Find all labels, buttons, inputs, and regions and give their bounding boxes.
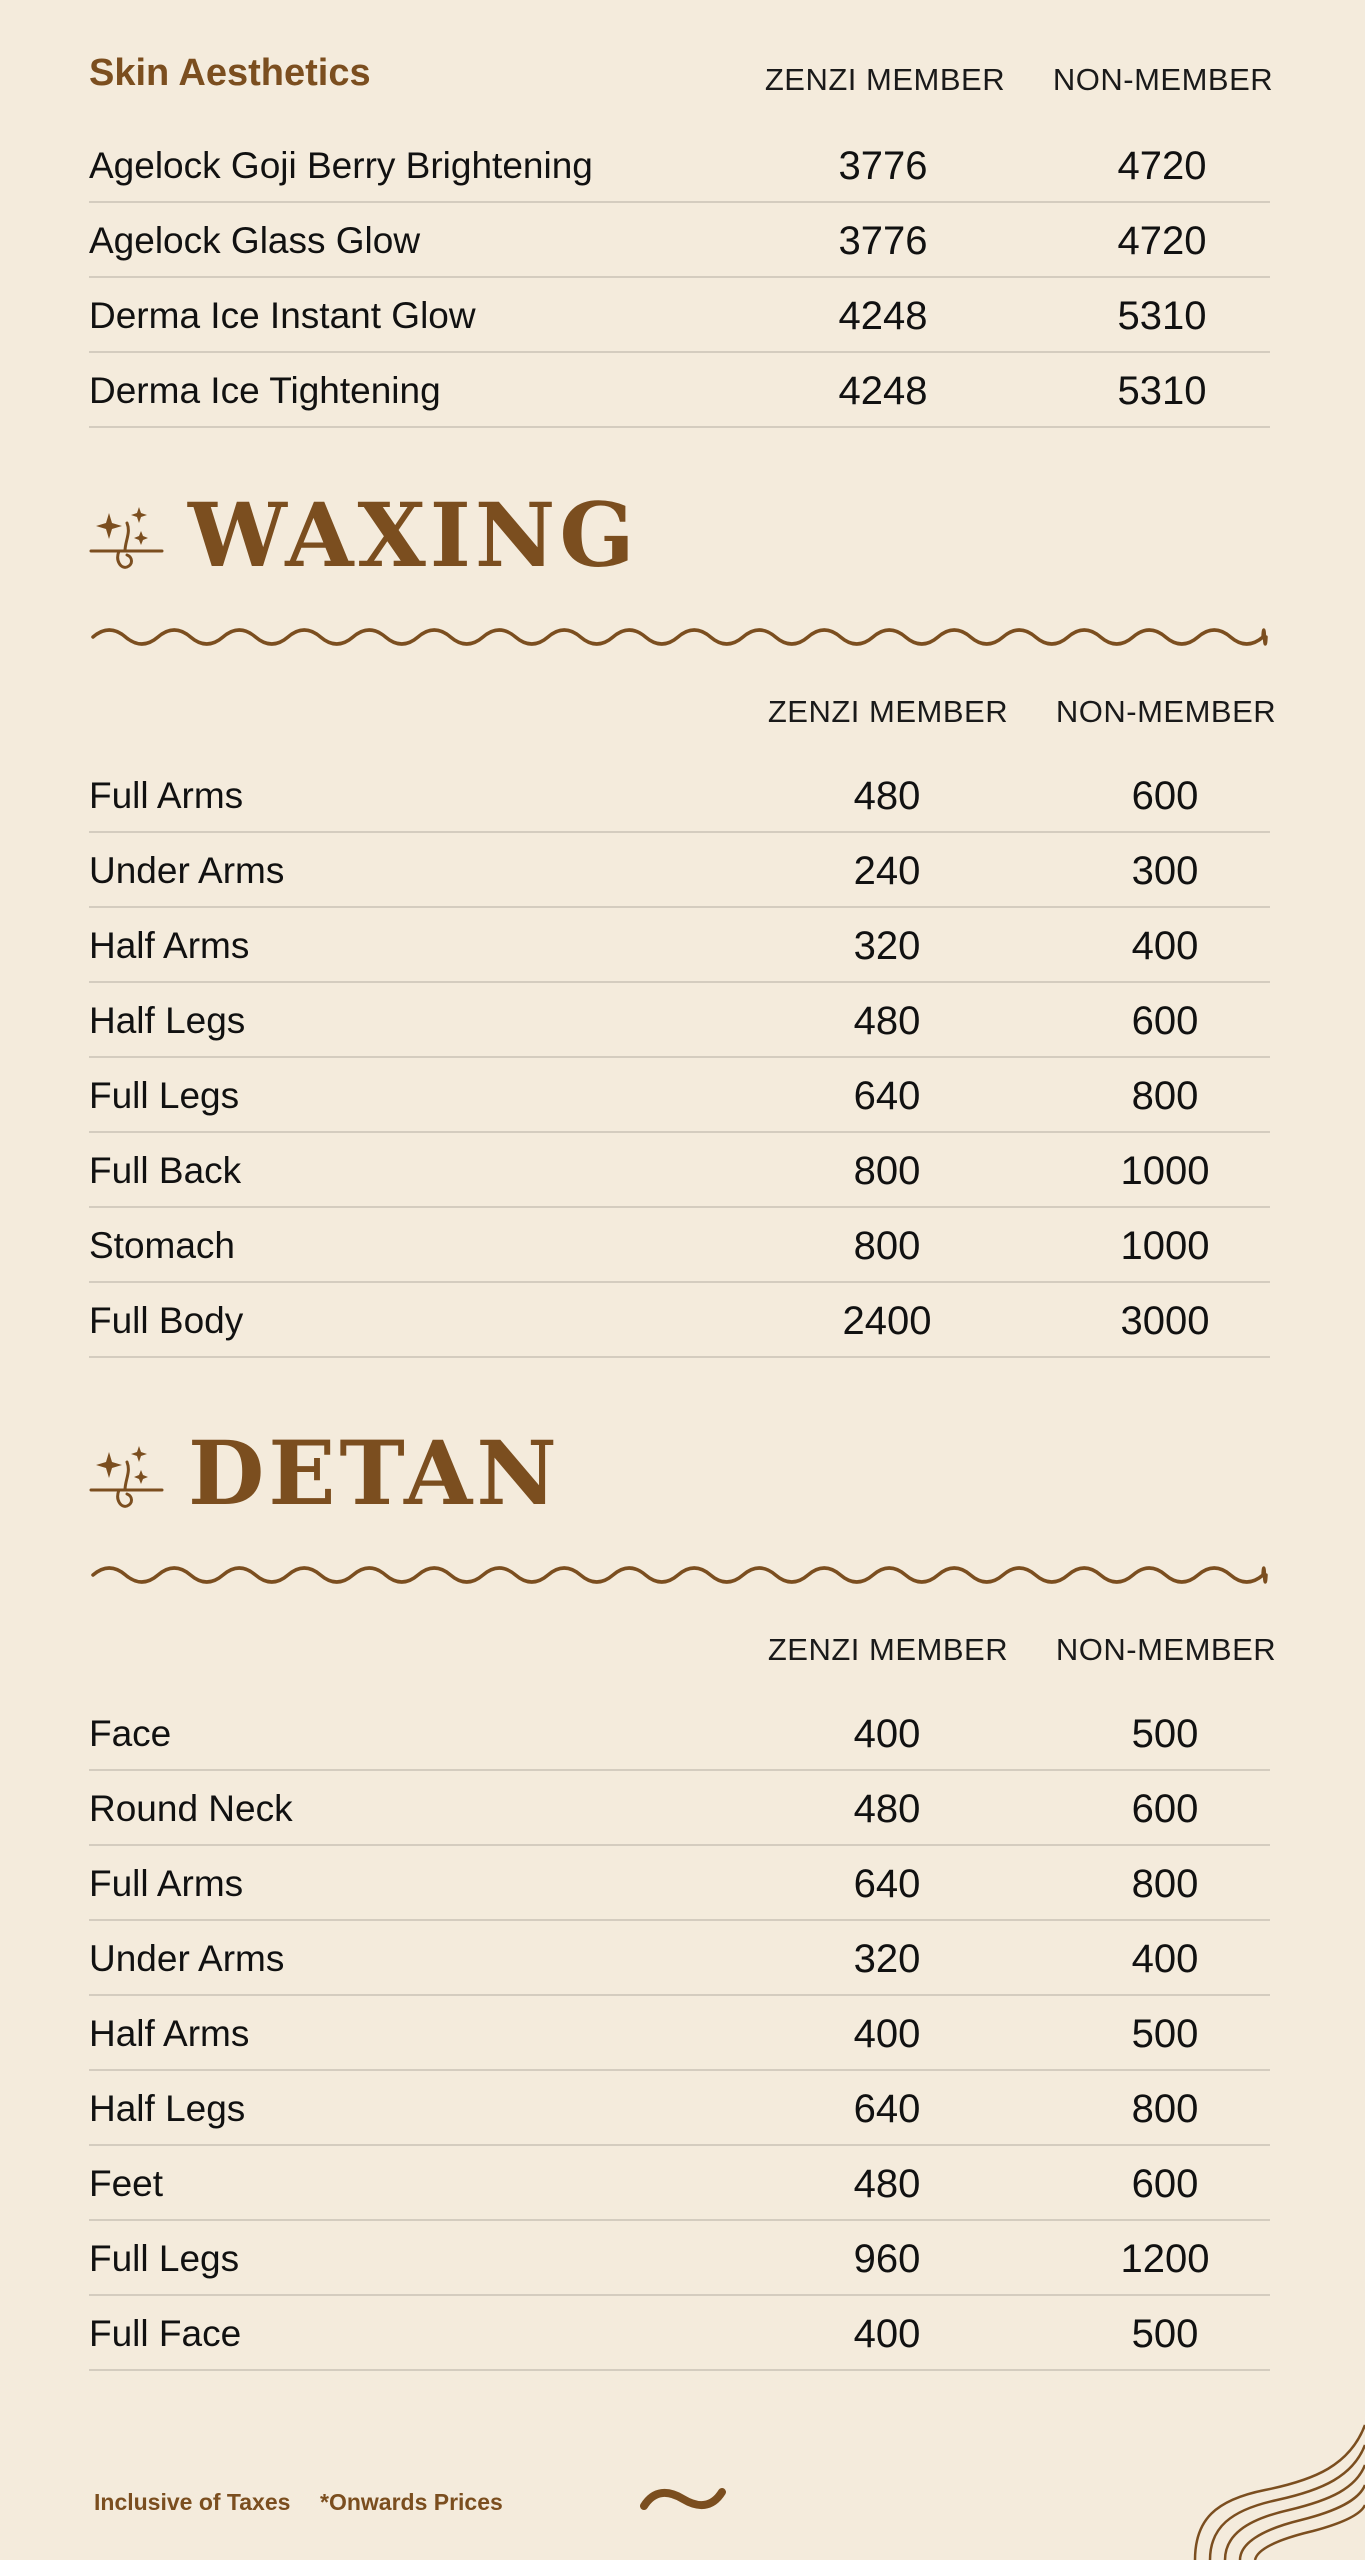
service-name: Face <box>89 1713 172 1754</box>
non-member-price: 600 <box>1131 999 1199 1043</box>
non-member-price: 600 <box>1131 2162 1199 2206</box>
non-member-price: 1000 <box>1120 1224 1210 1268</box>
service-name: Full Arms <box>89 1863 244 1904</box>
member-price: 400 <box>853 1712 921 1756</box>
table-row <box>89 981 1270 1058</box>
service-name: Agelock Glass Glow <box>89 220 421 261</box>
table-row <box>89 1844 1270 1921</box>
hair-sparkle-icon <box>89 505 164 575</box>
detan-wave-divider <box>89 1555 1270 1595</box>
service-name: Full Face <box>89 2313 242 2354</box>
service-name: Agelock Goji Berry Brightening <box>89 145 593 186</box>
member-price: 960 <box>853 2237 921 2281</box>
non-member-price: 3000 <box>1120 1299 1210 1343</box>
non-member-price: 4720 <box>1117 219 1207 263</box>
service-name: Stomach <box>89 1225 236 1266</box>
non-member-price: 600 <box>1131 774 1199 818</box>
table-row <box>89 1281 1270 1358</box>
table-row <box>89 1056 1270 1133</box>
non-member-price: 800 <box>1131 2087 1199 2131</box>
table-row <box>89 756 1270 833</box>
detan-col-member: ZENZI MEMBER <box>767 1632 1009 1667</box>
waxing-col-member: ZENZI MEMBER <box>767 694 1009 729</box>
service-name: Full Arms <box>89 775 244 816</box>
table-row <box>89 2144 1270 2221</box>
service-name: Full Body <box>89 1300 244 1341</box>
service-name: Half Arms <box>89 2013 250 2054</box>
member-price: 480 <box>853 1787 921 1831</box>
skin-aesthetics-title: Skin Aesthetics <box>89 52 371 94</box>
corner-wave-lines <box>1185 2410 1365 2560</box>
table-row <box>89 2069 1270 2146</box>
table-row <box>89 276 1270 353</box>
table-row <box>89 1206 1270 1283</box>
non-member-price: 400 <box>1131 924 1199 968</box>
non-member-price: 500 <box>1131 1712 1199 1756</box>
member-price: 640 <box>853 1074 921 1118</box>
table-row <box>89 201 1270 278</box>
service-name: Half Legs <box>89 2088 246 2129</box>
non-member-price: 1000 <box>1120 1149 1210 1193</box>
member-price: 4248 <box>838 369 928 413</box>
tilde-ornament-icon <box>640 2484 726 2514</box>
non-member-price: 600 <box>1131 1787 1199 1831</box>
non-member-price: 4720 <box>1117 144 1207 188</box>
non-member-price: 500 <box>1131 2012 1199 2056</box>
detan-section-title: DETAN <box>188 1421 561 1525</box>
member-price: 320 <box>853 1937 921 1981</box>
service-name: Full Legs <box>89 2238 240 2279</box>
onwards-prices-note: *Onwards Prices <box>320 2489 503 2515</box>
table-row <box>89 2219 1270 2296</box>
non-member-price: 5310 <box>1117 294 1207 338</box>
waxing-section-title: WAXING <box>188 483 639 587</box>
hair-sparkle-icon <box>89 1444 164 1514</box>
skin-col-non-member: NON-MEMBER <box>1052 62 1274 97</box>
table-row <box>89 351 1270 428</box>
member-price: 3776 <box>838 219 928 263</box>
non-member-price: 800 <box>1131 1862 1199 1906</box>
detan-col-non-member: NON-MEMBER <box>1055 1632 1277 1667</box>
waxing-wave-divider <box>89 617 1270 657</box>
member-price: 2400 <box>842 1299 932 1343</box>
member-price: 800 <box>853 1149 921 1193</box>
member-price: 240 <box>853 849 921 893</box>
non-member-price: 400 <box>1131 1937 1199 1981</box>
service-name: Round Neck <box>89 1788 293 1829</box>
table-row <box>89 1994 1270 2071</box>
member-price: 480 <box>853 2162 921 2206</box>
member-price: 400 <box>853 2312 921 2356</box>
table-row <box>89 906 1270 983</box>
table-row <box>89 1919 1270 1996</box>
non-member-price: 5310 <box>1117 369 1207 413</box>
table-row <box>89 1769 1270 1846</box>
member-price: 800 <box>853 1224 921 1268</box>
member-price: 4248 <box>838 294 928 338</box>
member-price: 480 <box>853 999 921 1043</box>
service-name: Feet <box>89 2163 164 2204</box>
service-name: Under Arms <box>89 1938 285 1979</box>
service-name: Full Legs <box>89 1075 240 1116</box>
table-row <box>89 831 1270 908</box>
member-price: 320 <box>853 924 921 968</box>
service-name: Derma Ice Instant Glow <box>89 295 476 336</box>
service-name: Half Legs <box>89 1000 246 1041</box>
non-member-price: 800 <box>1131 1074 1199 1118</box>
service-name: Half Arms <box>89 925 250 966</box>
member-price: 400 <box>853 2012 921 2056</box>
table-row <box>89 1131 1270 1208</box>
service-name: Derma Ice Tightening <box>89 370 441 411</box>
service-name: Under Arms <box>89 850 285 891</box>
non-member-price: 300 <box>1131 849 1199 893</box>
table-row <box>89 2294 1270 2371</box>
member-price: 640 <box>853 2087 921 2131</box>
non-member-price: 500 <box>1131 2312 1199 2356</box>
table-row <box>89 1694 1270 1771</box>
inclusive-taxes-note: Inclusive of Taxes <box>94 2489 291 2515</box>
member-price: 640 <box>853 1862 921 1906</box>
skin-col-member: ZENZI MEMBER <box>764 62 1006 97</box>
member-price: 3776 <box>838 144 928 188</box>
service-name: Full Back <box>89 1150 242 1191</box>
non-member-price: 1200 <box>1120 2237 1210 2281</box>
table-row <box>89 126 1270 203</box>
waxing-col-non-member: NON-MEMBER <box>1055 694 1277 729</box>
member-price: 480 <box>853 774 921 818</box>
